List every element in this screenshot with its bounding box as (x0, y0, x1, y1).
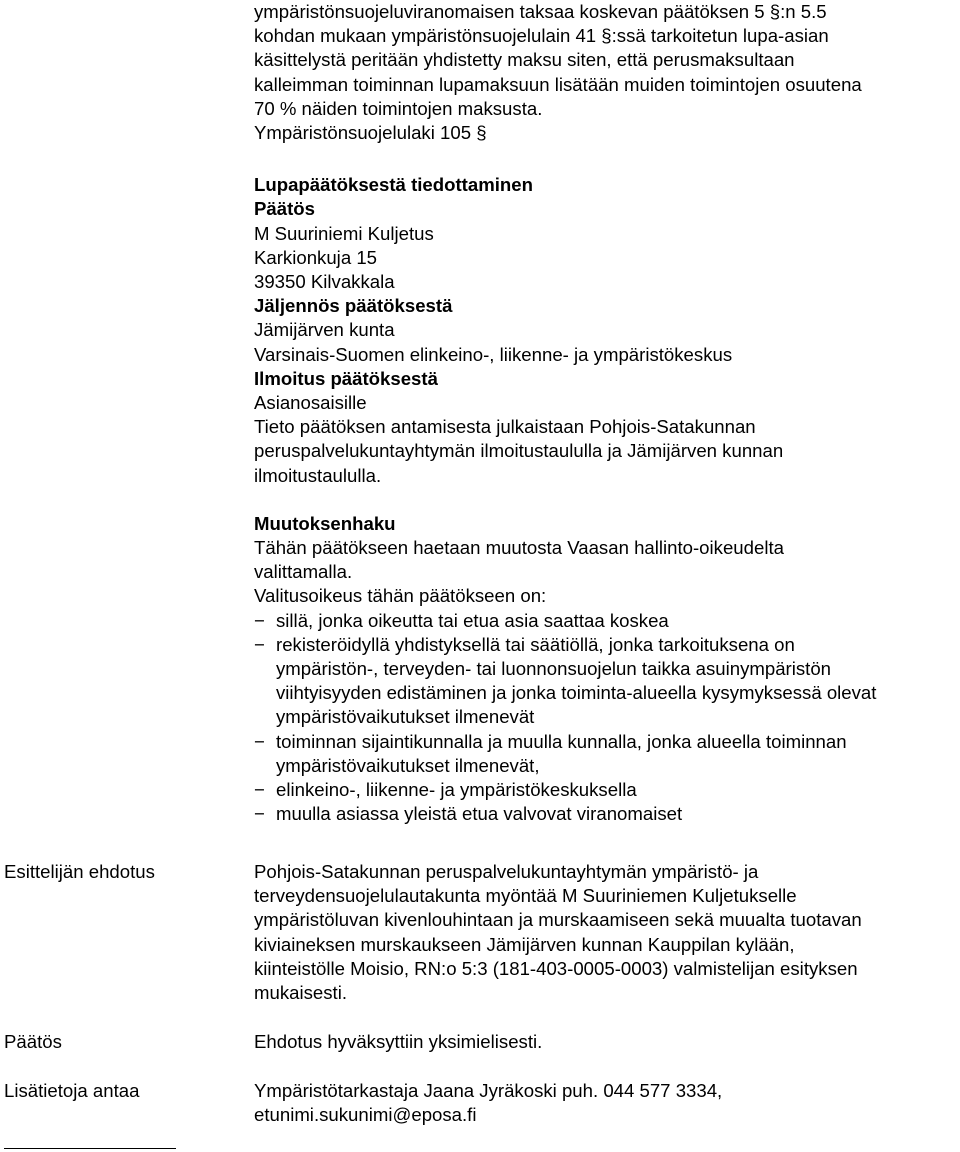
proposal-line: kiviaineksen murskaukseen Jämijärven kunnan Kauppilan kylään, (254, 933, 795, 955)
appeal-line: valittamalla. (254, 561, 353, 583)
dash-bullet-icon: − (254, 803, 265, 825)
proposal-text (254, 860, 960, 1005)
copy-line: Jämijärven kunta (254, 319, 395, 341)
law-reference: Ympäristönsuojelulaki 105 § (254, 122, 487, 144)
notice-line: Asianosaisille (254, 392, 367, 414)
contact-label: Lisätietoja antaa (4, 1080, 140, 1101)
bullet-text: ympäristövaikutukset ilmenevät, (276, 754, 540, 776)
dash-bullet-icon: − (254, 730, 265, 752)
proposal-line: ympäristöluvan kivenlouhintaan ja murskaamiseen sekä muualta tuotavan (254, 909, 862, 931)
bullet-text: ympäristövaikutukset ilmenevät (276, 706, 535, 728)
notification-heading: Lupapäätöksestä tiedottaminen (254, 174, 533, 196)
appeal-bullet (254, 730, 960, 778)
copy-label: Jäljennös päätöksestä (254, 295, 453, 317)
contact-line: Ympäristötarkastaja Jaana Jyräkoski puh. 044 577 3334, (254, 1080, 723, 1101)
dash-bullet-icon: − (254, 633, 265, 655)
appeal-bullet (254, 778, 960, 802)
signature-rule (4, 1148, 176, 1149)
contact-text (254, 1079, 960, 1127)
recipient-line: Karkionkuja 15 (254, 246, 378, 268)
proposal-line: mukaisesti. (254, 982, 347, 1004)
recipient-line: 39350 Kilvakkala (254, 271, 395, 293)
notice-line: Tieto päätöksen antamisesta julkaistaan Pohjois-Satakunnan (254, 416, 756, 438)
main-text-column (254, 0, 960, 827)
appeal-bullet (254, 802, 960, 826)
proposal-line: Pohjois-Satakunnan peruspalvelukuntayhtymän ympäristö- ja (254, 861, 759, 882)
notice-label: Ilmoitus päätöksestä (254, 367, 438, 389)
copy-line: Varsinais-Suomen elinkeino-, liikenne- ja ympäristökeskus (254, 343, 733, 365)
dash-bullet-icon: − (254, 609, 265, 631)
bullet-text: rekisteröidyllä yhdistyksellä tai säätiöllä, jonka tarkoituksena on (276, 633, 795, 655)
appeal-heading: Muutoksenhaku (254, 512, 396, 534)
contact-email: etunimi.sukunimi@eposa.fi (254, 1104, 477, 1126)
proposal-label: Esittelijän ehdotus (4, 861, 155, 882)
decision-label: Päätös (254, 198, 315, 220)
notice-line: ilmoitustaululla. (254, 464, 382, 486)
decision-row-label: Päätös (4, 1031, 62, 1052)
intro-paragraph (254, 0, 960, 145)
intro-line: käsittelystä peritään yhdistetty maksu siten, että perusmaksultaan (254, 49, 795, 71)
appeal-line: Valitusoikeus tähän päätökseen on: (254, 585, 547, 607)
bullet-text: ympäristön-, terveyden- tai luonnonsuojelun taikka asuinympäristön (276, 658, 832, 680)
bullet-text: muulla asiassa yleistä etua valvovat viranomaiset (276, 803, 683, 825)
appeal-bullet (254, 609, 960, 633)
appeal-section (254, 512, 960, 827)
bullet-text: toiminnan sijaintikunnalla ja muulla kunnalla, jonka alueella toiminnan (276, 730, 847, 752)
proposal-line: kiinteistölle Moisio, RN:o 5:3 (181-403-0005-0003) valmistelijan esityksen (254, 957, 858, 979)
notice-line: peruspalvelukuntayhtymän ilmoitustaululla ja Jämijärven kunnan (254, 440, 784, 462)
intro-line: ympäristönsuojeluviranomaisen taksaa koskevan päätöksen 5 §:n 5.5 (254, 1, 827, 22)
intro-line: kalleimman toiminnan lupamaksuun lisätään muiden toimintojen osuutena (254, 73, 862, 95)
proposal-line: terveydensuojelulautakunta myöntää M Suuriniemen Kuljetukselle (254, 885, 797, 907)
recipient-line: M Suuriniemi Kuljetus (254, 222, 434, 244)
appeal-bullet (254, 633, 960, 730)
dash-bullet-icon: − (254, 779, 265, 801)
intro-line: kohdan mukaan ympäristönsuojelulain 41 §:ssä tarkoitetun lupa-asian (254, 25, 829, 47)
bullet-text: sillä, jonka oikeutta tai etua asia saattaa koskea (276, 609, 669, 631)
decision-text: Ehdotus hyväksyttiin yksimielisesti. (254, 1031, 543, 1052)
intro-line: 70 % näiden toimintojen maksusta. (254, 97, 543, 119)
bullet-text: elinkeino-, liikenne- ja ympäristökeskuksella (276, 779, 637, 801)
bullet-text: viihtyisyyden edistäminen ja jonka toiminta-alueella kysymyksessä olevat (276, 682, 877, 704)
notification-section (254, 173, 960, 488)
appeal-line: Tähän päätökseen haetaan muutosta Vaasan hallinto-oikeudelta (254, 537, 784, 559)
